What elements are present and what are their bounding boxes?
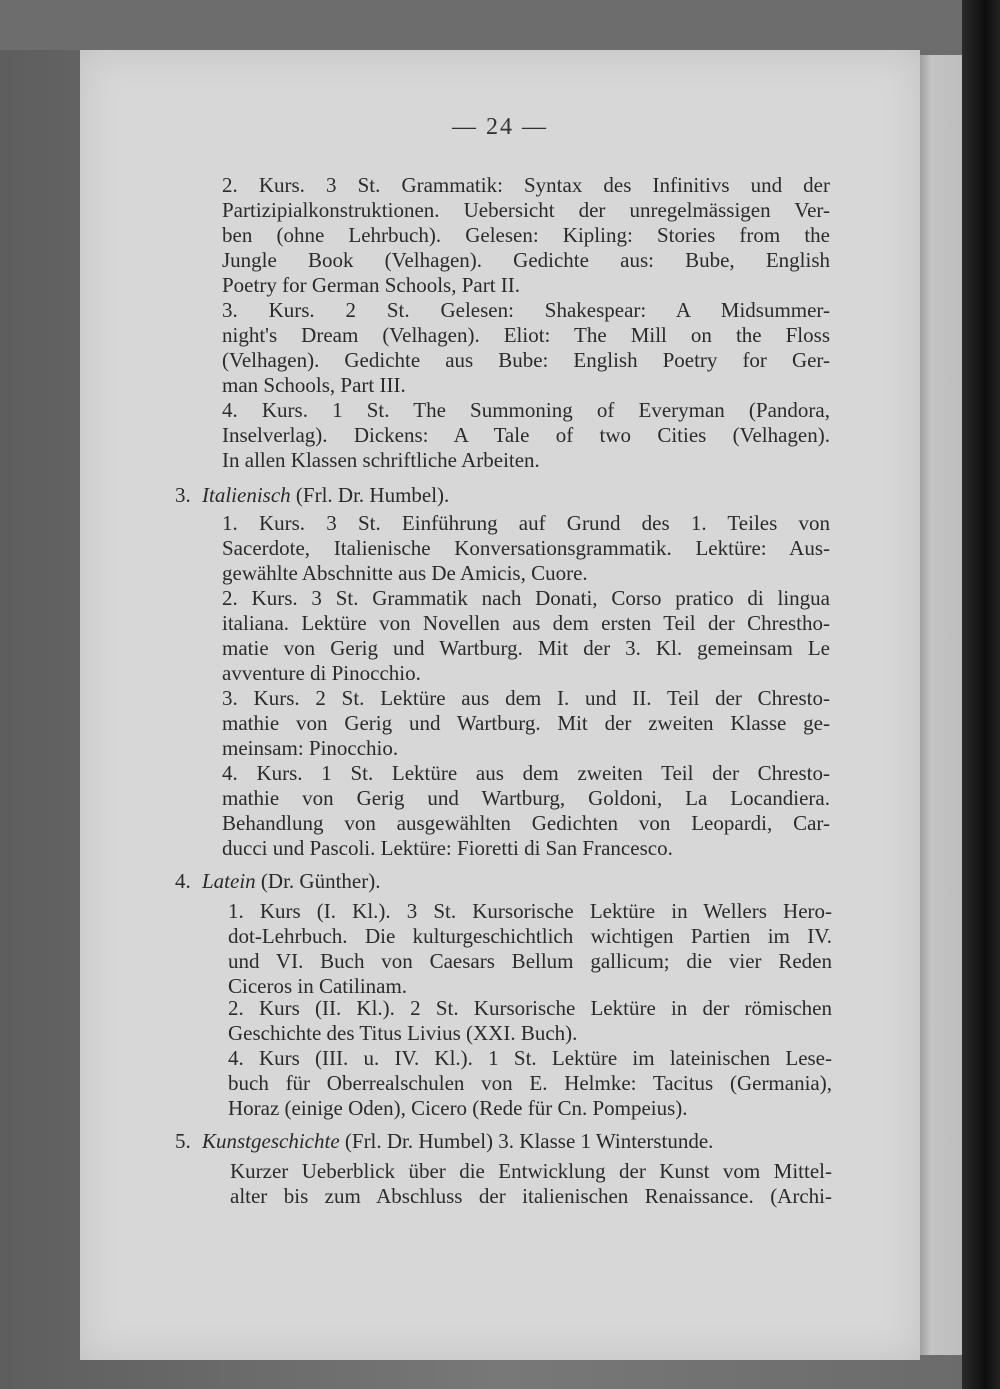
section-number: 3. (175, 483, 191, 507)
text-line: 3. Kurs. 2 St. Gelesen: Shakespear: A Midsummer- (222, 298, 830, 322)
text-line: Sacerdote, Italienische Konversationsgrammatik. Lektüre: Aus- (222, 536, 830, 560)
text-line: Ciceros in Catilinam. (228, 974, 408, 998)
page-number: — 24 — (452, 114, 548, 140)
text-line: gewählte Abschnitte aus De Amicis, Cuore. (222, 561, 588, 585)
text-line: Behandlung von ausgewählten Gedichten von Leopardi, Car- (222, 811, 830, 835)
text-line: mathie von Gerig und Wartburg. Mit der zweiten Klasse ge- (222, 711, 830, 735)
section-teacher: (Dr. Günther). (260, 869, 381, 893)
text-line: night's Dream (Velhagen). Eliot: The Mill on the Floss (222, 323, 830, 347)
text-line: 2. Kurs (II. Kl.). 2 St. Kursorische Lektüre in der römischen (228, 996, 832, 1020)
section-header-italienisch (175, 482, 449, 508)
section-number: 4. (175, 869, 191, 893)
text-line: Partizipialkonstruktionen. Uebersicht der unregelmässigen Ver- (222, 198, 830, 222)
text-line: 1. Kurs. 3 St. Einführung auf Grund des 1. Teiles von (222, 511, 830, 535)
section-number: 5. (175, 1129, 191, 1153)
section-teacher: (Frl. Dr. Humbel) 3. Klasse 1 Winterstunde. (344, 1129, 714, 1153)
section-title: Latein (202, 869, 256, 893)
text-line: ducci und Pascoli. Lektüre: Fioretti di San Francesco. (222, 836, 673, 860)
section-title: Italienisch (202, 483, 291, 507)
text-line: dot-Lehrbuch. Die kulturgeschichtlich wichtigen Partien im IV. (228, 924, 832, 948)
text-line: 4. Kurs. 1 St. Lektüre aus dem zweiten Teil der Chresto- (222, 761, 830, 785)
text-line: 3. Kurs. 2 St. Lektüre aus dem I. und II. Teil der Chresto- (222, 686, 830, 710)
text-line: matie von Gerig und Wartburg. Mit der 3. Kl. gemeinsam Le (222, 636, 830, 660)
text-line: meinsam: Pinocchio. (222, 736, 399, 760)
text-line: In allen Klassen schriftliche Arbeiten. (222, 448, 540, 472)
text-line: Geschichte des Titus Livius (XXI. Buch). (228, 1021, 578, 1045)
text-line: Kurzer Ueberblick über die Entwicklung der Kunst vom Mittel- (230, 1159, 832, 1183)
text-line: Jungle Book (Velhagen). Gedichte aus: Bube, English (222, 248, 830, 272)
section-header-kunstgeschichte (175, 1128, 713, 1154)
section-teacher: (Frl. Dr. Humbel). (295, 483, 450, 507)
text-line: 4. Kurs. 1 St. The Summoning of Everyman (Pandora, (222, 398, 830, 422)
text-line: 2. Kurs. 3 St. Grammatik: Syntax des Infinitivs und der (222, 173, 830, 197)
section-header-latein (175, 868, 380, 894)
text-line: und VI. Buch von Caesars Bellum gallicum; die vier Reden (228, 949, 832, 973)
text-line: buch für Oberrealschulen von E. Helmke: Tacitus (Germania), (228, 1071, 832, 1095)
text-line: man Schools, Part III. (222, 373, 406, 397)
text-line: avventure di Pinocchio. (222, 661, 421, 685)
section-title: Kunstgeschichte (202, 1129, 340, 1153)
text-line: Inselverlag). Dickens: A Tale of two Cities (Velhagen). (222, 423, 830, 447)
text-line: mathie von Gerig und Wartburg, Goldoni, La Locandiera. (222, 786, 830, 810)
text-line: italiana. Lektüre von Novellen aus dem ersten Teil der Chrestho- (222, 611, 830, 635)
text-line: alter bis zum Abschluss der italienischen Renaissance. (Archi- (230, 1184, 832, 1208)
text-line: 1. Kurs (I. Kl.). 3 St. Kursorische Lektüre in Wellers Hero- (228, 899, 832, 923)
text-line: Poetry for German Schools, Part II. (222, 273, 521, 297)
text-line: Horaz (einige Oden), Cicero (Rede für Cn. Pompeius). (228, 1096, 688, 1120)
text-line: 2. Kurs. 3 St. Grammatik nach Donati, Corso pratico di lingua (222, 586, 830, 610)
text-line: 4. Kurs (III. u. IV. Kl.). 1 St. Lektüre im lateinischen Lese- (228, 1046, 832, 1070)
text-line: ben (ohne Lehrbuch). Gelesen: Kipling: Stories from the (222, 223, 830, 247)
text-line: (Velhagen). Gedichte aus Bube: English Poetry for Ger- (222, 348, 830, 372)
